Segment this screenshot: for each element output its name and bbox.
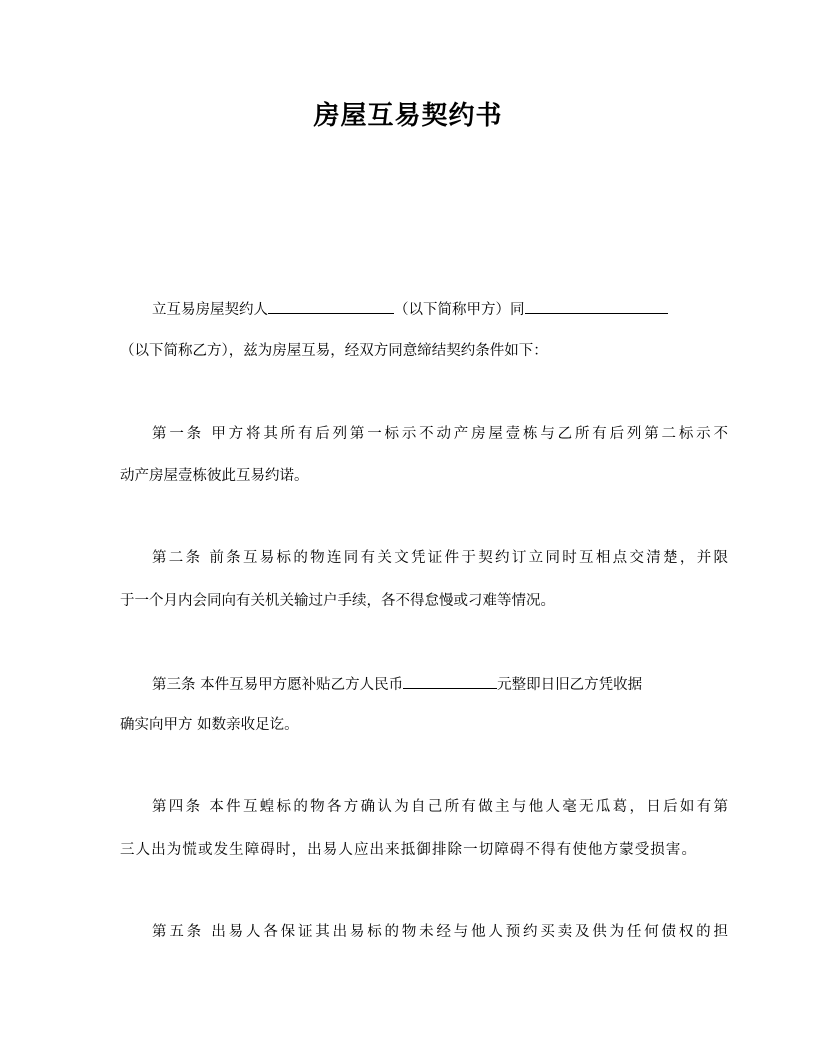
article-3-line-1	[120, 671, 728, 697]
article-1-line-2: 动产房屋壹栋彼此互易约诺。	[120, 468, 309, 484]
article-3-line-2: 确实向甲方 如数亲收足讫。	[120, 717, 299, 733]
article-3-amount-label: 第三条 本件互易甲方愿补贴乙方人民币	[152, 677, 404, 693]
article-5-line-1: 第五条 出易人各保证其出易标的物未经与他人预约买卖及供为任何债权的担	[152, 924, 728, 940]
party-b-name-blank	[525, 296, 668, 314]
article-4-line-1: 第四条 本件互蝗标的物各方确认为自己所有做主与他人毫无瓜葛，日后如有第	[152, 799, 728, 815]
article-2-line-1: 第二条 前条互易标的物连同有关文凭证件于契约订立同时互相点交清楚，并限	[152, 550, 728, 566]
intro-party-a-label: 立互易房屋契约人	[152, 302, 268, 318]
amount-blank	[403, 671, 497, 689]
article-1-line-1: 第一条 甲方将其所有后列第一标示不动产房屋壹栋与乙所有后列第二标示不	[152, 426, 728, 442]
article-4-line-2: 三人出为慌或发生障碍时，出易人应出来抵御排除一切障碍不得有使他方蒙受损害。	[120, 842, 696, 858]
intro-line-1	[120, 296, 728, 322]
intro-line-2: （以下简称乙方），兹为房屋互易，经双方同意缔结契约条件如下：	[120, 343, 548, 359]
article-3-receipt-text: 元整即日旧乙方凭收据	[497, 677, 643, 693]
party-a-name-blank	[268, 296, 394, 314]
article-2-line-2: 于一个月内会同向有关机关输过户手续，各不得怠慢或刁难等情况。	[120, 593, 555, 609]
intro-party-b-label: （以下简称甲方）同	[394, 302, 525, 318]
document-title: 房屋互易契约书	[313, 101, 503, 131]
